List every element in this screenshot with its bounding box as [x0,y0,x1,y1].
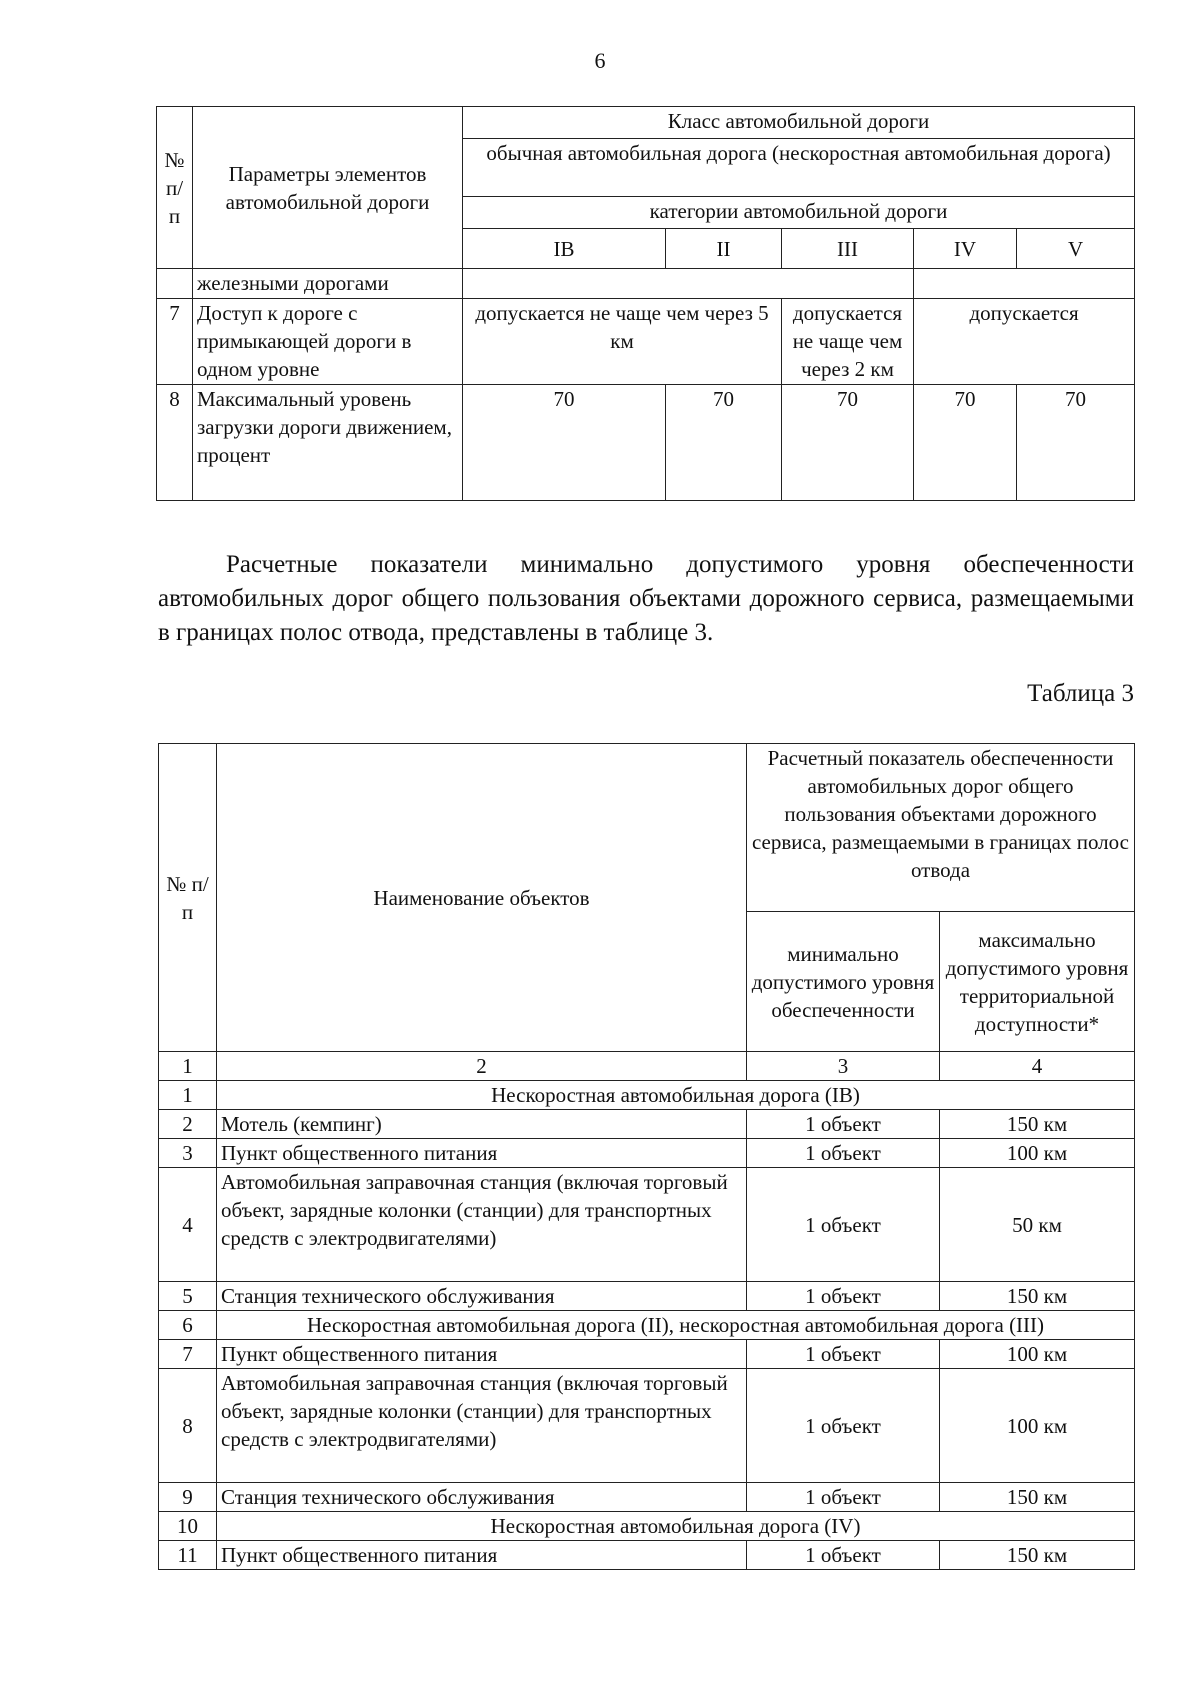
row-max: 150 км [940,1110,1135,1139]
row-num: 10 [159,1512,217,1541]
row-value: допускается не чаще чем через 2 км [782,299,914,385]
row-value: 70 [914,385,1017,501]
header-num: № п/п [159,744,217,1052]
table-caption: Таблица 3 [1027,680,1134,707]
header-class-sub: обычная автомобильная дорога (нескоростная автомобильная дорога) [463,139,1135,197]
row-max: 50 км [940,1168,1135,1282]
row-name: Мотель (кемпинг) [217,1110,747,1139]
road-service-table [158,743,1135,1570]
row-num: 7 [157,299,193,385]
row-min: 1 объект [747,1340,940,1369]
row-num: 11 [159,1541,217,1570]
row-max: 150 км [940,1282,1135,1311]
row-name: Автомобильная заправочная станция (включая торговый объект, зарядные колонки (станции) для транспортных средств с электродвигателями) [217,1168,747,1282]
row-min: 1 объект [747,1110,940,1139]
header-num: № п/п [157,107,193,269]
header-min: минимально допустимого уровня обеспеченности [747,912,940,1052]
page-number: 6 [594,48,606,73]
row-name: Пункт общественного питания [217,1541,747,1570]
row-value: допускается [914,299,1135,385]
col-number: 1 [159,1052,217,1081]
col-number: 3 [747,1052,940,1081]
row-num: 1 [159,1081,217,1110]
row-value: 70 [666,385,782,501]
row-param: Доступ к дороге с примыкающей дороги в одном уровне [193,299,463,385]
category-cell: III [782,229,914,269]
header-class-title: Класс автомобильной дороги [463,107,1135,139]
row-max: 100 км [940,1139,1135,1168]
row-value [914,269,1135,299]
row-min: 1 объект [747,1168,940,1282]
row-value: 70 [463,385,666,501]
category-cell: II [666,229,782,269]
row-name: Пункт общественного питания [217,1340,747,1369]
row-value: 70 [782,385,914,501]
row-max: 150 км [940,1483,1135,1512]
row-num: 8 [157,385,193,501]
row-min: 1 объект [747,1139,940,1168]
row-value: допускается не чаще чем через 5 км [463,299,782,385]
row-max: 150 км [940,1541,1135,1570]
col-number: 4 [940,1052,1135,1081]
row-name: Станция технического обслуживания [217,1282,747,1311]
row-min: 1 объект [747,1282,940,1311]
row-max: 100 км [940,1369,1135,1483]
section-title: Нескоростная автомобильная дорога (IV) [217,1512,1135,1541]
category-cell: V [1017,229,1135,269]
row-num: 4 [159,1168,217,1282]
row-min: 1 объект [747,1369,940,1483]
row-num [157,269,193,299]
header-param: Параметры элементов автомобильной дороги [193,107,463,269]
row-num: 8 [159,1369,217,1483]
row-num: 6 [159,1311,217,1340]
section-title: Нескоростная автомобильная дорога (II), нескоростная автомобильная дорога (III) [217,1311,1135,1340]
section-title: Нескоростная автомобильная дорога (IB) [217,1081,1135,1110]
row-name: Станция технического обслуживания [217,1483,747,1512]
row-num: 9 [159,1483,217,1512]
row-name: Автомобильная заправочная станция (включая торговый объект, зарядные колонки (станции) для транспортных средств с электродвигателями) [217,1369,747,1483]
col-number: 2 [217,1052,747,1081]
row-param: Максимальный уровень загрузки дороги движением, процент [193,385,463,501]
row-num: 3 [159,1139,217,1168]
row-num: 5 [159,1282,217,1311]
row-num: 2 [159,1110,217,1139]
header-indicator: Расчетный показатель обеспеченности автомобильных дорог общего пользования объектами дорожного сервиса, размещаемыми в границах полос отвода [747,744,1135,912]
header-max: максимально допустимого уровня территориальной доступности* [940,912,1135,1052]
row-value: 70 [1017,385,1135,501]
row-max: 100 км [940,1340,1135,1369]
row-min: 1 объект [747,1541,940,1570]
row-min: 1 объект [747,1483,940,1512]
header-name: Наименование объектов [217,744,747,1052]
header-categories-title: категории автомобильной дороги [463,197,1135,229]
category-cell: IV [914,229,1017,269]
category-cell: IB [463,229,666,269]
road-parameters-table [156,106,1135,501]
row-param: железными дорогами [193,269,463,299]
row-value [463,269,914,299]
row-num: 7 [159,1340,217,1369]
body-paragraph: Расчетные показатели минимально допустимого уровня обеспеченности автомобильных дорог общего пользования объектами дорожного сервиса, размещаемыми в границах полос отвода, представлены в таблице 3. [158,551,1134,646]
row-name: Пункт общественного питания [217,1139,747,1168]
